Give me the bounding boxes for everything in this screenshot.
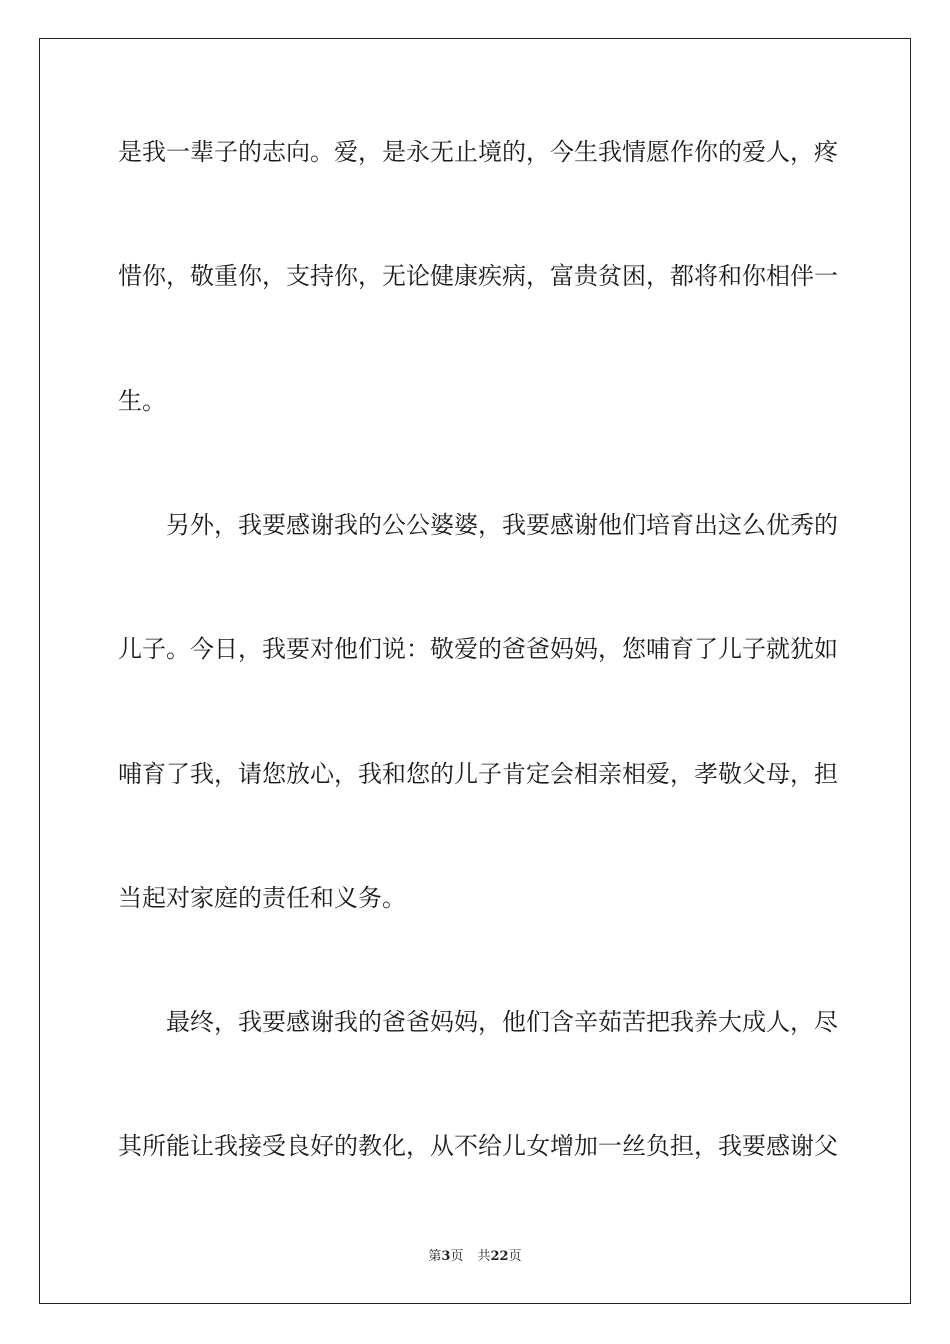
text-line: 惜你，敬重你，支持你，无论健康疾病，富贵贫困，都将和你相伴一	[118, 262, 838, 290]
page-label-prefix: 第	[428, 1249, 442, 1264]
page-number: 3	[441, 1249, 451, 1264]
paragraph-start-line: 另外，我要感谢我的公公婆婆，我要感谢他们培育出这么优秀的	[118, 511, 838, 539]
page-footer	[0, 1248, 950, 1266]
page-border	[39, 38, 911, 1304]
total-pages: 22	[490, 1249, 509, 1264]
text-line: 哺育了我，请您放心，我和您的儿子肯定会相亲相爱，孝敬父母，担	[118, 760, 838, 788]
paragraph-start-line: 最终，我要感谢我的爸爸妈妈，他们含辛茹苦把我养大成人，尽	[118, 1008, 838, 1036]
text-line: 生。	[118, 387, 166, 415]
text-line: 是我一辈子的志向。爱，是永无止境的，今生我情愿作你的爱人，疼	[118, 138, 838, 166]
text-line: 其所能让我接受良好的教化，从不给儿女增加一丝负担，我要感谢父	[118, 1132, 838, 1160]
total-label-prefix: 共	[477, 1249, 491, 1264]
total-label-suffix: 页	[508, 1249, 522, 1264]
page-label-suffix: 页	[450, 1249, 464, 1264]
text-line: 儿子。今日，我要对他们说：敬爱的爸爸妈妈，您哺育了儿子就犹如	[118, 635, 838, 663]
text-line: 当起对家庭的责任和义务。	[118, 884, 406, 912]
